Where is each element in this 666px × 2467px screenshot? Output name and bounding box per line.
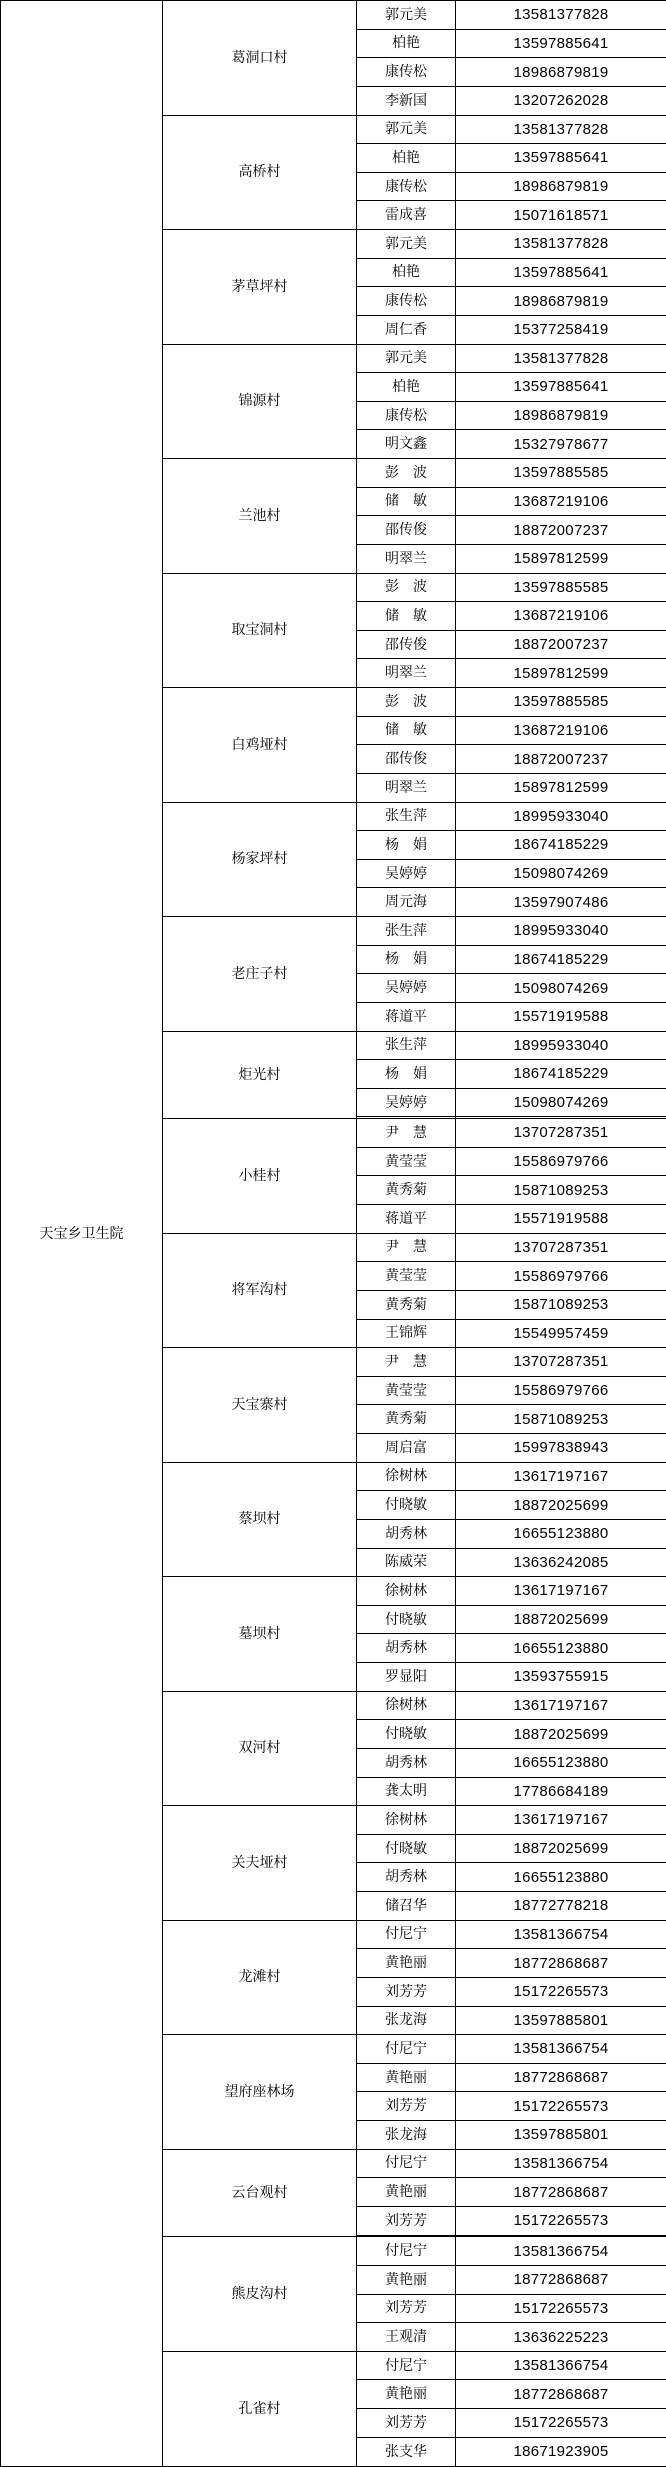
contact-phone-cell: 13581377828 <box>456 115 666 144</box>
village-name-cell: 高桥村 <box>163 115 357 230</box>
contact-phone-cell: 13707287351 <box>456 1348 666 1377</box>
contact-name-cell: 尹 慧 <box>357 1348 456 1377</box>
contact-name-cell: 徐树林 <box>357 1806 456 1835</box>
contact-name-cell: 付尼宁 <box>357 1920 456 1949</box>
contact-name-cell: 蒋道平 <box>357 1205 456 1234</box>
contact-phone-cell: 13687219106 <box>456 716 666 745</box>
contact-name-cell: 陈威荣 <box>357 1548 456 1577</box>
village-name-cell: 茅草坪村 <box>163 230 357 345</box>
contact-name-cell: 柏艳 <box>357 29 456 58</box>
contact-name-cell: 刘芳芳 <box>357 1977 456 2006</box>
contact-name-cell: 康传松 <box>357 401 456 430</box>
village-name-cell: 取宝洞村 <box>163 573 357 688</box>
contact-name-cell: 徐树林 <box>357 1462 456 1491</box>
contact-phone-cell: 13597885641 <box>456 144 666 173</box>
contact-phone-cell: 18986879819 <box>456 172 666 201</box>
contact-name-cell: 罗显阳 <box>357 1663 456 1692</box>
contact-phone-cell: 15327978677 <box>456 430 666 459</box>
contact-name-cell: 储 敏 <box>357 487 456 516</box>
contact-phone-cell: 15586979766 <box>456 1147 666 1176</box>
contact-phone-cell: 18986879819 <box>456 401 666 430</box>
village-name-cell: 杨家坪村 <box>163 802 357 917</box>
contact-phone-cell: 15377258419 <box>456 315 666 344</box>
contact-name-cell: 刘芳芳 <box>357 2294 456 2323</box>
contact-phone-cell: 18772868687 <box>456 2178 666 2207</box>
contact-name-cell: 刘芳芳 <box>357 2092 456 2121</box>
contact-name-cell: 明翠兰 <box>357 544 456 573</box>
contact-name-cell: 黄艳丽 <box>357 2265 456 2294</box>
contact-name-cell: 刘芳芳 <box>357 2206 456 2235</box>
contact-phone-cell: 18872007237 <box>456 745 666 774</box>
contact-phone-cell: 13597885801 <box>456 2006 666 2035</box>
village-name-cell: 将军沟村 <box>163 1233 357 1348</box>
village-name-cell: 墓坝村 <box>163 1577 357 1692</box>
contact-name-cell: 付尼宁 <box>357 2149 456 2178</box>
contact-name-cell: 邵传俊 <box>357 745 456 774</box>
contact-phone-cell: 15871089253 <box>456 1405 666 1434</box>
contact-name-cell: 郭元美 <box>357 115 456 144</box>
contact-phone-cell: 13581377828 <box>456 344 666 373</box>
contact-phone-cell: 18772868687 <box>456 1949 666 1978</box>
contact-phone-cell: 13597907486 <box>456 888 666 917</box>
contact-phone-cell: 13597885801 <box>456 2121 666 2150</box>
contact-name-cell: 康传松 <box>357 58 456 87</box>
contact-name-cell: 柏艳 <box>357 258 456 287</box>
contact-name-cell: 王锦辉 <box>357 1319 456 1348</box>
contact-name-cell: 吴婷婷 <box>357 859 456 888</box>
contact-name-cell: 蒋道平 <box>357 1002 456 1031</box>
contact-name-cell: 储 敏 <box>357 602 456 631</box>
contact-phone-cell: 18986879819 <box>456 287 666 316</box>
contact-name-cell: 储召华 <box>357 1892 456 1921</box>
contact-phone-cell: 18872025699 <box>456 1605 666 1634</box>
contact-phone-cell: 13597885641 <box>456 373 666 402</box>
contact-phone-cell: 18872025699 <box>456 1834 666 1863</box>
contact-phone-cell: 13581377828 <box>456 1 666 30</box>
contact-name-cell: 黄艳丽 <box>357 2063 456 2092</box>
contact-phone-cell: 13617197167 <box>456 1806 666 1835</box>
contact-phone-cell: 13581366754 <box>456 2351 666 2380</box>
contact-phone-cell: 15586979766 <box>456 1262 666 1291</box>
contact-name-cell: 龚太明 <box>357 1777 456 1806</box>
village-name-cell: 葛洞口村 <box>163 1 357 116</box>
contact-phone-cell: 13617197167 <box>456 1691 666 1720</box>
contact-phone-cell: 13636242085 <box>456 1548 666 1577</box>
village-name-cell: 炬光村 <box>163 1031 357 1119</box>
contact-name-cell: 张龙海 <box>357 2121 456 2150</box>
contact-name-cell: 胡秀林 <box>357 1634 456 1663</box>
hospital-name-cell: 天宝乡卫生院 <box>1 1 163 2467</box>
contact-name-cell: 郭元美 <box>357 1 456 30</box>
contact-name-cell: 柏艳 <box>357 144 456 173</box>
contact-name-cell: 彭 波 <box>357 688 456 717</box>
contact-name-cell: 杨 娟 <box>357 945 456 974</box>
village-name-cell: 熊皮沟村 <box>163 2237 357 2352</box>
contact-name-cell: 周仁香 <box>357 315 456 344</box>
contact-phone-cell: 15586979766 <box>456 1376 666 1405</box>
contact-name-cell: 康传松 <box>357 287 456 316</box>
village-name-cell: 龙滩村 <box>163 1920 357 2035</box>
contact-name-cell: 周元海 <box>357 888 456 917</box>
village-name-cell: 双河村 <box>163 1691 357 1806</box>
contact-name-cell: 黄艳丽 <box>357 2380 456 2409</box>
village-name-cell: 蔡坝村 <box>163 1462 357 1577</box>
contact-name-cell: 付尼宁 <box>357 2035 456 2064</box>
contact-name-cell: 黄秀菊 <box>357 1176 456 1205</box>
contact-phone-cell: 15997838943 <box>456 1434 666 1463</box>
contact-phone-cell: 18872007237 <box>456 630 666 659</box>
village-name-cell: 天宝寨村 <box>163 1348 357 1463</box>
contact-name-cell: 胡秀林 <box>357 1863 456 1892</box>
contact-phone-cell: 13617197167 <box>456 1462 666 1491</box>
contact-name-cell: 明文鑫 <box>357 430 456 459</box>
contact-phone-cell: 18772868687 <box>456 2063 666 2092</box>
contact-name-cell: 黄莹莹 <box>357 1262 456 1291</box>
contact-name-cell: 付晓敏 <box>357 1491 456 1520</box>
contact-name-cell: 付晓敏 <box>357 1605 456 1634</box>
contact-name-cell: 黄艳丽 <box>357 1949 456 1978</box>
contact-phone-cell: 13581377828 <box>456 230 666 259</box>
table-row <box>1 1 666 30</box>
contact-name-cell: 付尼宁 <box>357 2237 456 2266</box>
contact-phone-cell: 13581366754 <box>456 2149 666 2178</box>
contact-phone-cell: 13597885585 <box>456 688 666 717</box>
contact-phone-cell: 13593755915 <box>456 1663 666 1692</box>
contact-name-cell: 黄秀菊 <box>357 1405 456 1434</box>
contact-name-cell: 尹 慧 <box>357 1119 456 1148</box>
contact-phone-cell: 18674185229 <box>456 945 666 974</box>
contact-phone-cell: 17786684189 <box>456 1777 666 1806</box>
contact-name-cell: 黄莹莹 <box>357 1147 456 1176</box>
contact-phone-cell: 13207262028 <box>456 86 666 115</box>
village-name-cell: 老庄子村 <box>163 917 357 1032</box>
contact-phone-cell: 18995933040 <box>456 1031 666 1060</box>
contact-phone-cell: 15897812599 <box>456 544 666 573</box>
contact-phone-cell: 15871089253 <box>456 1176 666 1205</box>
contact-phone-cell: 15172265573 <box>456 2294 666 2323</box>
contact-name-cell: 张生萍 <box>357 802 456 831</box>
contact-name-cell: 郭元美 <box>357 344 456 373</box>
contact-name-cell: 柏艳 <box>357 373 456 402</box>
contact-name-cell: 吴婷婷 <box>357 974 456 1003</box>
village-name-cell: 望府座林场 <box>163 2035 357 2150</box>
contact-phone-cell: 18986879819 <box>456 58 666 87</box>
contact-name-cell: 郭元美 <box>357 230 456 259</box>
contact-phone-cell: 15071618571 <box>456 201 666 230</box>
contact-name-cell: 杨 娟 <box>357 831 456 860</box>
contact-phone-cell: 18872025699 <box>456 1720 666 1749</box>
contact-name-cell: 储 敏 <box>357 716 456 745</box>
village-name-cell: 兰池村 <box>163 459 357 574</box>
village-name-cell: 白鸡垭村 <box>163 688 357 803</box>
contact-name-cell: 付尼宁 <box>357 2351 456 2380</box>
contact-phone-cell: 18995933040 <box>456 917 666 946</box>
contact-phone-cell: 15897812599 <box>456 659 666 688</box>
contact-name-cell: 杨 娟 <box>357 1060 456 1089</box>
contact-name-cell: 雷成喜 <box>357 201 456 230</box>
contact-name-cell: 刘芳芳 <box>357 2409 456 2438</box>
contact-phone-cell: 15098074269 <box>456 1088 666 1117</box>
contact-name-cell: 张龙海 <box>357 2006 456 2035</box>
contact-phone-cell: 15871089253 <box>456 1290 666 1319</box>
contact-phone-cell: 18872007237 <box>456 516 666 545</box>
contact-name-cell: 李新国 <box>357 86 456 115</box>
contact-name-cell: 康传松 <box>357 172 456 201</box>
contact-name-cell: 王观清 <box>357 2323 456 2352</box>
contact-phone-cell: 16655123880 <box>456 1634 666 1663</box>
contact-phone-cell: 13581366754 <box>456 2237 666 2266</box>
contact-name-cell: 邵传俊 <box>357 630 456 659</box>
contact-name-cell: 明翠兰 <box>357 773 456 802</box>
contact-name-cell: 张生萍 <box>357 917 456 946</box>
contact-phone-cell: 13617197167 <box>456 1577 666 1606</box>
contact-name-cell: 胡秀林 <box>357 1519 456 1548</box>
contact-phone-cell: 18674185229 <box>456 831 666 860</box>
contact-name-cell: 付晓敏 <box>357 1834 456 1863</box>
contact-phone-cell: 18674185229 <box>456 1060 666 1089</box>
contact-phone-cell: 18772778218 <box>456 1892 666 1921</box>
contact-phone-cell: 15571919588 <box>456 1002 666 1031</box>
contact-name-cell: 吴婷婷 <box>357 1088 456 1117</box>
contact-phone-cell: 13707287351 <box>456 1119 666 1148</box>
contact-name-cell: 黄艳丽 <box>357 2178 456 2207</box>
contact-phone-cell: 13597885585 <box>456 459 666 488</box>
contact-phone-cell: 15172265573 <box>456 2092 666 2121</box>
contact-phone-cell: 15172265573 <box>456 2409 666 2438</box>
contact-name-cell: 胡秀林 <box>357 1748 456 1777</box>
contact-phone-cell: 15549957459 <box>456 1319 666 1348</box>
village-name-cell: 孔雀村 <box>163 2351 357 2466</box>
village-name-cell: 锦源村 <box>163 344 357 459</box>
contact-phone-cell: 13597885585 <box>456 573 666 602</box>
contact-name-cell: 明翠兰 <box>357 659 456 688</box>
contact-phone-cell: 15571919588 <box>456 1205 666 1234</box>
contact-phone-cell: 15897812599 <box>456 773 666 802</box>
contact-phone-cell: 13597885641 <box>456 29 666 58</box>
contact-phone-cell: 13597885641 <box>456 258 666 287</box>
contact-phone-cell: 13687219106 <box>456 487 666 516</box>
contact-name-cell: 周启富 <box>357 1434 456 1463</box>
contact-phone-cell: 13581366754 <box>456 1920 666 1949</box>
contact-name-cell: 张支华 <box>357 2437 456 2466</box>
contact-name-cell: 徐树林 <box>357 1691 456 1720</box>
contact-name-cell: 邵传俊 <box>357 516 456 545</box>
contact-phone-cell: 18671923905 <box>456 2437 666 2466</box>
contact-name-cell: 黄莹莹 <box>357 1376 456 1405</box>
contact-phone-cell: 13581366754 <box>456 2035 666 2064</box>
village-name-cell: 云台观村 <box>163 2149 357 2237</box>
contact-name-cell: 彭 波 <box>357 573 456 602</box>
contact-table-body <box>1 1 666 2467</box>
contact-phone-cell: 15098074269 <box>456 859 666 888</box>
contact-name-cell: 尹 慧 <box>357 1233 456 1262</box>
contact-phone-cell: 18872025699 <box>456 1491 666 1520</box>
contact-phone-cell: 15172265573 <box>456 1977 666 2006</box>
contact-name-cell: 彭 波 <box>357 459 456 488</box>
contact-phone-cell: 18995933040 <box>456 802 666 831</box>
contact-phone-cell: 15098074269 <box>456 974 666 1003</box>
contact-name-cell: 付晓敏 <box>357 1720 456 1749</box>
village-name-cell: 小桂村 <box>163 1119 357 1234</box>
contact-phone-cell: 16655123880 <box>456 1519 666 1548</box>
contact-phone-cell: 13687219106 <box>456 602 666 631</box>
contact-phone-cell: 18772868687 <box>456 2265 666 2294</box>
contact-phone-cell: 15172265573 <box>456 2206 666 2235</box>
contact-phone-cell: 16655123880 <box>456 1748 666 1777</box>
village-name-cell: 关夫垭村 <box>163 1806 357 1921</box>
contact-name-cell: 张生萍 <box>357 1031 456 1060</box>
contact-name-cell: 黄秀菊 <box>357 1290 456 1319</box>
contact-phone-cell: 13707287351 <box>456 1233 666 1262</box>
contact-name-cell: 徐树林 <box>357 1577 456 1606</box>
contact-phone-cell: 18772868687 <box>456 2380 666 2409</box>
contact-phone-cell: 13636225223 <box>456 2323 666 2352</box>
contact-phone-cell: 16655123880 <box>456 1863 666 1892</box>
